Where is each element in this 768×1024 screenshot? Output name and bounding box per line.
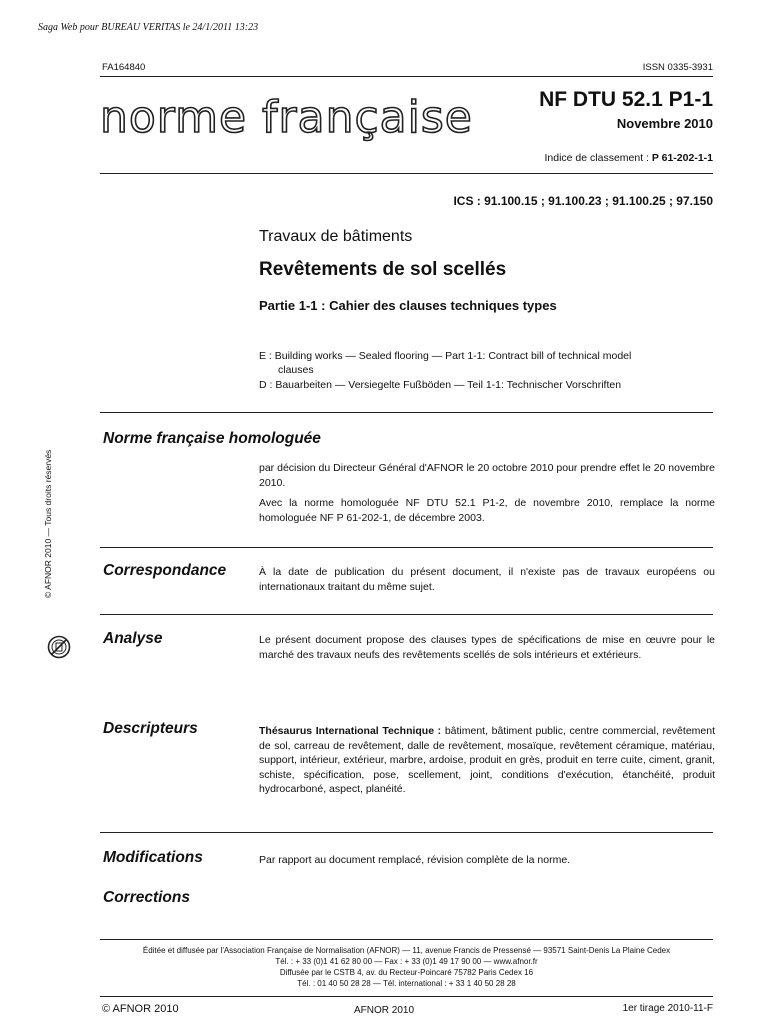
standard-date: Novembre 2010 [616,116,713,131]
watermark-text: Saga Web pour BUREAU VERITAS le 24/1/2011 13:23 [38,22,259,33]
section-divider [100,547,713,548]
header-rule-top [100,76,713,77]
section-text-descripteurs [259,724,715,797]
section-text-homologuee [259,461,715,531]
document-reference: FA164840 [102,62,146,73]
section-heading-homologuee: Norme française homologuée [103,430,321,447]
copyright-bottom-left: © AFNOR 2010 [102,1003,179,1015]
standard-number: NF DTU 52.1 P1-1 [539,88,713,111]
publisher-info [100,945,713,989]
section-heading-corrections: Corrections [103,889,190,906]
section-text-modifications: Par rapport au document remplacé, révision complète de la norme. [259,854,571,866]
english-title [259,349,709,377]
side-copyright-text: © AFNOR 2010 — Tous droits réservés [43,449,53,598]
publisher-line-3: Diffusée par le CSTB 4, av. du Recteur-Poincaré 75782 Paris Cedex 16 [279,968,534,977]
section-text-analyse: Le présent document propose des clauses types de spécifications de mise en œuvre pour le marché des travaux neufs des revêtements scellés de sols intérieurs et extérieurs. [259,634,715,661]
english-title-line2: clauses [278,364,314,376]
part-title: Partie 1-1 : Cahier des clauses techniques types [259,298,557,313]
norme-francaise-logo: norme française [100,92,473,143]
homologuee-paragraph-1: par décision du Directeur Général d'AFNOR le 20 octobre 2010 pour prendre effet le 20 novembre 2010. [259,462,715,489]
section-heading-descripteurs: Descripteurs [103,720,198,737]
publisher-line-2: Tél. : + 33 (0)1 41 62 80 00 — Fax : + 33 (0)1 49 17 90 00 — www.afnor.fr [275,957,538,966]
section-divider [100,412,713,413]
copyright-bottom-center: AFNOR 2010 [353,1005,415,1016]
section-heading-modifications: Modifications [103,849,203,866]
section-heading-correspondance: Correspondance [103,562,227,579]
homologuee-paragraph-2: Avec la norme homologuée NF DTU 52.1 P1-2, de novembre 2010, remplace la norme homologuée NF P 61-202-1, de décembre 2003. [259,497,715,524]
print-edition: 1er tirage 2010-11-F [622,1003,713,1014]
side-copyright [22,440,52,680]
german-title: D : Bauarbeiten — Versiegelte Fußböden — Teil 1-1: Technischer Vorschriften [259,379,622,391]
descripteurs-list: bâtiment, bâtiment public, centre commercial, revêtement de sol, carreau de revêtement, dalle de revêtement, mosaïque, revêtement céramique, matériau, support, intérieur, extérieur, marbre, ardoise, produit en grès, produit en terre cuite, ciment, granit, schiste, spécification, pose, scellement, joint, conditions d'exécution, étanchéité, produit hydrocarboné, aspect, planéité. [259,725,716,795]
indice-label: Indice de classement : [544,152,649,164]
no-copy-seal-icon [47,635,71,659]
ics-codes: ICS : 91.100.15 ; 91.100.23 ; 91.100.25 ; 97.150 [453,194,713,208]
header-rule-bottom [100,173,713,174]
english-title-line1: E : Building works — Sealed flooring — Part 1-1: Contract bill of technical model [259,350,632,362]
publisher-line-4: Tél. : 01 40 50 28 28 — Tél. international : + 33 1 40 50 28 28 [297,979,516,988]
issn-number: ISSN 0335-3931 [642,62,713,73]
section-divider [100,614,713,615]
publisher-line-1: Éditée et diffusée par l'Association Française de Normalisation (AFNOR) — 11, avenue Francis de Pressensé — 93571 Saint-Denis La Plaine Cedex [142,946,671,955]
main-title: Revêtements de sol scellés [259,259,507,280]
section-heading-analyse: Analyse [103,630,163,647]
section-divider [100,832,713,833]
footer-rule-bottom [100,996,713,997]
thesaurus-label: Thésaurus International Technique : [259,725,442,737]
section-text-correspondance: À la date de publication du présent document, il n'existe pas de travaux européens ou internationaux traitant du même sujet. [259,566,715,593]
footer-rule [100,939,713,940]
domain-title: Travaux de bâtiments [259,228,413,245]
indice-classement [544,152,713,164]
indice-value: P 61-202-1-1 [651,152,713,164]
